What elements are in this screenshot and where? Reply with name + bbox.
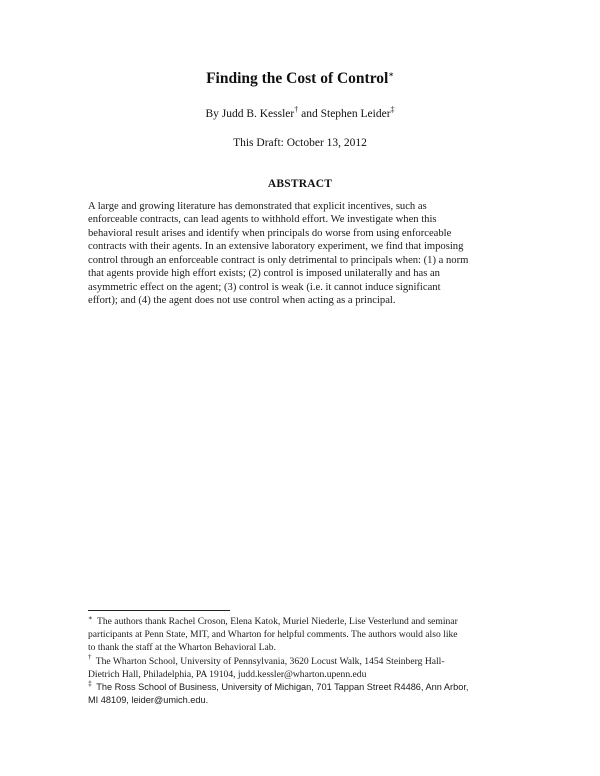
footnote-1-line <box>88 615 520 628</box>
abstract-line: contracts with their agents. In an extensive laboratory experiment, we find that imposing <box>88 241 464 253</box>
title-text: Finding the Cost of Control <box>206 70 389 87</box>
footnote-divider <box>88 610 230 611</box>
footnote-3-line: MI 48109, leider@umich.edu. <box>88 695 209 706</box>
draft-date: This Draft: October 13, 2012 <box>233 137 367 149</box>
footnote-2-text: The Wharton School, University of Pennsylvania, 3620 Locust Walk, 1454 Steinberg Hall- <box>93 655 445 667</box>
footnote-1-text: The authors thank Rachel Croson, Elena Katok, Muriel Niederle, Lise Vesterlund and seminar <box>94 616 458 627</box>
footnote-1-line: participants at Penn State, MIT, and Wharton for helpful comments. The authors would also like <box>88 629 458 641</box>
footnote-1-mark: ∗ <box>88 613 93 622</box>
author-2: and Stephen Leider <box>298 108 391 120</box>
abstract-heading: ABSTRACT <box>267 178 333 190</box>
title-footnote-mark: ∗ <box>388 69 394 79</box>
footnote-2-line: Dietrich Hall, Philadelphia, PA 19104, judd.kessler@wharton.upenn.edu <box>88 668 367 680</box>
author-2-footnote-mark: ‡ <box>390 105 395 115</box>
abstract-line: asymmetric effect on the agent; (3) control is weak (i.e. it cannot induce significant <box>88 281 441 293</box>
paper-title <box>0 70 600 88</box>
footnote-1-line: to thank the staff at the Wharton Behavioral Lab. <box>88 642 276 654</box>
footnote-3-mark: ‡ <box>88 680 92 688</box>
footnote-2-mark: † <box>88 653 92 662</box>
abstract-line: behavioral result arises and identify when principals do worse from using enforceable <box>88 227 452 239</box>
footnote-2-line <box>88 655 520 668</box>
abstract-line: effort); and (4) the agent does not use control when acting as a principal. <box>88 295 396 307</box>
author-line <box>0 105 600 120</box>
footnotes <box>88 615 520 707</box>
abstract-line: A large and growing literature has demonstrated that explicit incentives, such as <box>88 201 427 212</box>
author-1-footnote-mark: † <box>294 105 299 115</box>
abstract-line: that agents provide high effort exists; (2) control is imposed unilaterally and has an <box>88 268 440 280</box>
author-1: By Judd B. Kessler <box>205 108 295 120</box>
footnote-3-line <box>88 681 520 694</box>
abstract-line: enforceable contracts, can lead agents to withhold effort. We investigate when this <box>88 214 437 226</box>
abstract-body <box>88 200 520 308</box>
abstract-line: control through an enforceable contract is only detrimental to principals when: (1) a norm <box>88 254 469 266</box>
footnote-3-text: The Ross School of Business, University of Michigan, 701 Tappan Street R4486, Ann Arbor, <box>93 682 469 693</box>
